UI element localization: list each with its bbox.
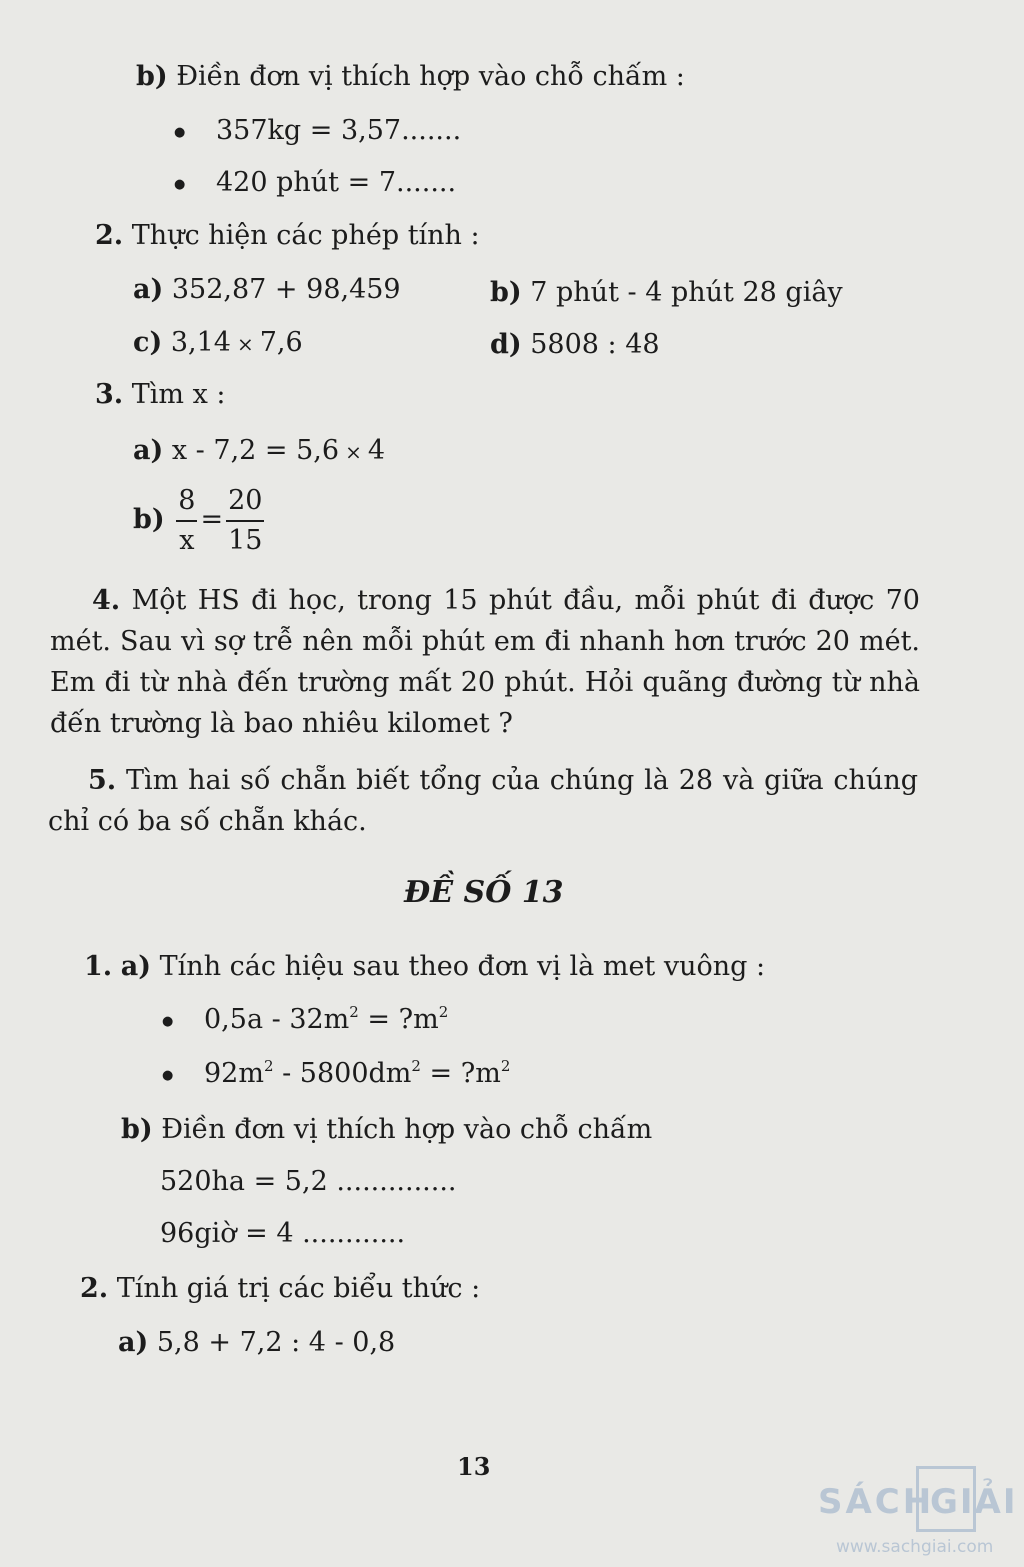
q3-a (133, 434, 385, 469)
label-d: d) (490, 329, 522, 360)
fraction-numerator: 20 (226, 482, 264, 522)
s13-q1-number: 1. (84, 951, 113, 982)
bullet-item-1 (174, 114, 461, 150)
watermark-brand-right: GIẢI (930, 1482, 1018, 1522)
q5-number: 5. (88, 765, 117, 796)
q2-line (95, 219, 480, 253)
label-a: a) (133, 274, 164, 305)
equation-part: x - 7,2 = 5,6 (171, 435, 340, 466)
s13-q1-b-line (121, 1113, 652, 1147)
s13-q1-line (84, 950, 765, 984)
s13-fill-2: 96giờ = 4 ............ (160, 1218, 406, 1249)
s13-q2-line (80, 1272, 480, 1306)
expression-part: 92m (204, 1058, 264, 1089)
bullet-icon (162, 1059, 204, 1093)
equals-sign: = (200, 504, 224, 535)
section-title: ĐỀ SỐ 13 (404, 875, 564, 910)
fraction-denominator: x (179, 524, 195, 556)
label-a: a) (120, 951, 152, 982)
fraction-numerator: 8 (176, 482, 197, 522)
q5-paragraph (48, 760, 918, 842)
watermark-brand-left: SÁCH (818, 1482, 935, 1522)
bullet-icon (162, 1005, 204, 1039)
q2-number: 2. (95, 220, 124, 251)
q2-b (490, 276, 843, 310)
top-b-line (136, 60, 685, 94)
expression-part: 7,6 (259, 327, 303, 358)
expression-part: 0,5a - 32m (204, 1004, 350, 1035)
bullet-item-2 (174, 166, 456, 202)
exponent: 2 (349, 1003, 359, 1021)
fraction-denominator: 15 (228, 524, 263, 556)
s13-q2-a (118, 1326, 395, 1360)
fraction-8-over-x (176, 482, 197, 560)
expression-part: - 5800dm (273, 1058, 412, 1089)
item-text: 420 phút = 7....... (216, 167, 457, 198)
expression: 5,8 + 7,2 : 4 - 0,8 (156, 1327, 396, 1358)
label-b: b) (136, 61, 168, 92)
expression: 5808 : 48 (530, 329, 660, 360)
equation-part: 4 (367, 435, 386, 466)
q3-number: 3. (95, 379, 124, 410)
q4-number: 4. (92, 585, 121, 616)
s13-bullet-2 (162, 1057, 510, 1093)
s13-fill-1: 520ha = 5,2 .............. (160, 1166, 457, 1197)
expression-part: = ?m (358, 1004, 439, 1035)
label-a: a) (118, 1327, 149, 1358)
label-a: a) (133, 435, 164, 466)
exponent: 2 (263, 1057, 274, 1075)
exponent: 2 (438, 1003, 449, 1021)
q2-text: Thực hiện các phép tính : (131, 220, 480, 251)
label-c: c) (133, 327, 163, 358)
expression: 352,87 + 98,459 (171, 274, 401, 305)
instruction-text: Điền đơn vị thích hợp vào chỗ chấm (161, 1114, 653, 1145)
s13-q2-number: 2. (80, 1273, 109, 1304)
bullet-icon (174, 116, 216, 150)
page-number: 13 (457, 1452, 491, 1481)
expression: 7 phút - 4 phút 28 giây (530, 277, 843, 308)
fraction-20-over-15 (226, 482, 264, 560)
q2-c (133, 326, 303, 361)
times-sign: × (236, 332, 254, 356)
expression-part: 3,14 (170, 327, 231, 358)
label-b: b) (490, 277, 522, 308)
exponent: 2 (500, 1057, 511, 1075)
s13-q1-text: Tính các hiệu sau theo đơn vị là met vuông : (159, 951, 766, 982)
exponent: 2 (411, 1057, 421, 1075)
instruction-text: Điền đơn vị thích hợp vào chỗ chấm : (176, 61, 685, 92)
item-text: 357kg = 3,57....... (216, 115, 462, 146)
q2-d (490, 328, 660, 362)
q5-text: Tìm hai số chẵn biết tổng của chúng là 28 và giữa chúng chỉ có ba số chẵn khác. (48, 765, 918, 837)
label-b: b) (133, 504, 165, 535)
expression-part: = ?m (420, 1058, 501, 1089)
q3-text: Tìm x : (131, 379, 226, 410)
times-sign: × (345, 440, 362, 464)
s13-bullet-1 (162, 1003, 448, 1039)
s13-q2-text: Tính giá trị các biểu thức : (116, 1273, 481, 1304)
watermark-url: www.sachgiai.com (836, 1537, 994, 1557)
q3-line (95, 378, 226, 412)
q3-b (133, 480, 267, 560)
label-b: b) (121, 1114, 153, 1145)
q2-a (133, 273, 401, 307)
q4-paragraph (50, 580, 920, 744)
q4-text: Một HS đi học, trong 15 phút đầu, mỗi phút đi được 70 mét. Sau vì sợ trễ nên mỗi phút em đi nhanh hơn trước 20 mét. Em đi từ nhà đến trường mất 20 phút. Hỏi quãng đường từ nhà đến trường là bao nhiêu kilomet ? (50, 585, 920, 739)
bullet-icon (174, 168, 216, 202)
